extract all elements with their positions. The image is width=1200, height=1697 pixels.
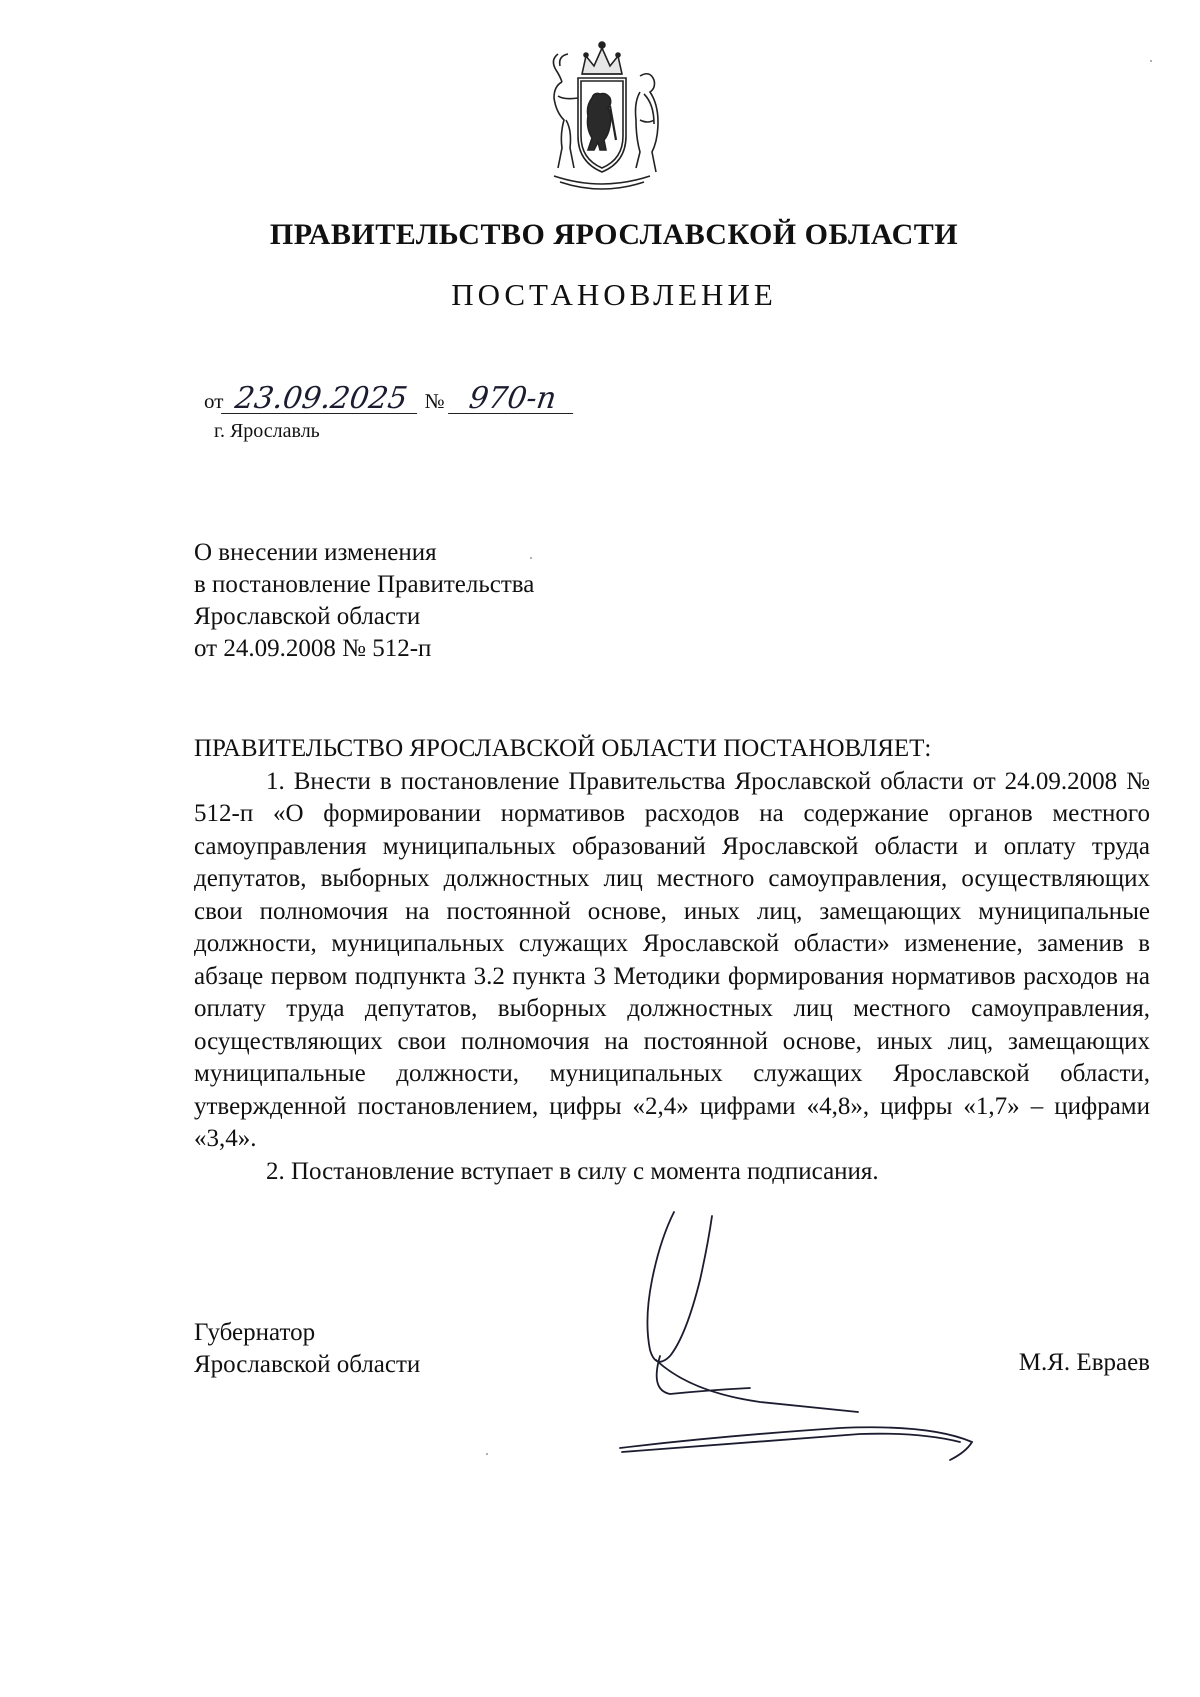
scan-speck xyxy=(486,1453,488,1455)
number-prefix: № xyxy=(424,389,445,413)
subject-line: Ярославской области xyxy=(194,603,421,630)
body-paragraph: 1. Внести в постановление Правительства Ярославской области от 24.09.2008 № 512-п «О формировании нормативов расходов на содержание органов местного самоуправления муниципальных образований Ярославской области и оплату труда депутатов, выборных должностных лиц местного самоуправления, осуществляющих свои полномочия на постоянной основе, иных лиц, замещающих муниципальные должности, муниципальных служащих Ярославской области» изменение, заменив в абзаце первом подпункта 3.2 пункта 3 Методики формирования нормативов расходов на оплату труда депутатов, выборных должностных лиц местного самоуправления, осуществляющих свои полномочия на постоянной основе, иных лиц, замещающих муниципальные должности, муниципальных служащих Ярославской области, утвержденной постановлением, цифры «2,4» цифрами «4,8», цифры «1,7» – цифрами «3,4». xyxy=(194,767,1150,1152)
subject-line: О внесении изменения xyxy=(194,539,437,566)
signer-position-line: Ярославской области xyxy=(194,1351,421,1378)
handwritten-date: 23.09.2025 xyxy=(221,386,421,414)
document-body xyxy=(194,733,1150,1188)
scan-speck xyxy=(1150,60,1152,62)
decree-heading: ПРАВИТЕЛЬСТВО ЯРОСЛАВСКОЙ ОБЛАСТИ ПОСТАНОВЛЯЕТ: xyxy=(194,735,932,762)
city-label: г. Ярославль xyxy=(214,420,320,442)
subject-line: в постановление Правительства xyxy=(194,571,535,598)
subject-block xyxy=(194,537,534,665)
subject-line: от 24.09.2008 № 512-п xyxy=(194,635,432,662)
signer-name: М.Я. Евраев xyxy=(1018,1349,1150,1376)
handwritten-number: 970-п xyxy=(448,386,577,414)
scan-speck xyxy=(530,557,532,559)
signer-position-line: Губернатор xyxy=(194,1319,316,1346)
date-prefix: от xyxy=(204,389,224,413)
body-paragraph: 2. Постановление вступает в силу с момента подписания. xyxy=(266,1157,879,1185)
signature-icon xyxy=(600,1180,1060,1480)
signer-position xyxy=(194,1317,420,1381)
government-title: ПРАВИТЕЛЬСТВО ЯРОСЛАВСКОЙ ОБЛАСТИ xyxy=(269,218,959,251)
document-type-title: ПОСТАНОВЛЕНИЕ xyxy=(451,277,777,312)
date-number-line xyxy=(204,381,575,416)
coat-of-arms-icon xyxy=(536,36,668,196)
